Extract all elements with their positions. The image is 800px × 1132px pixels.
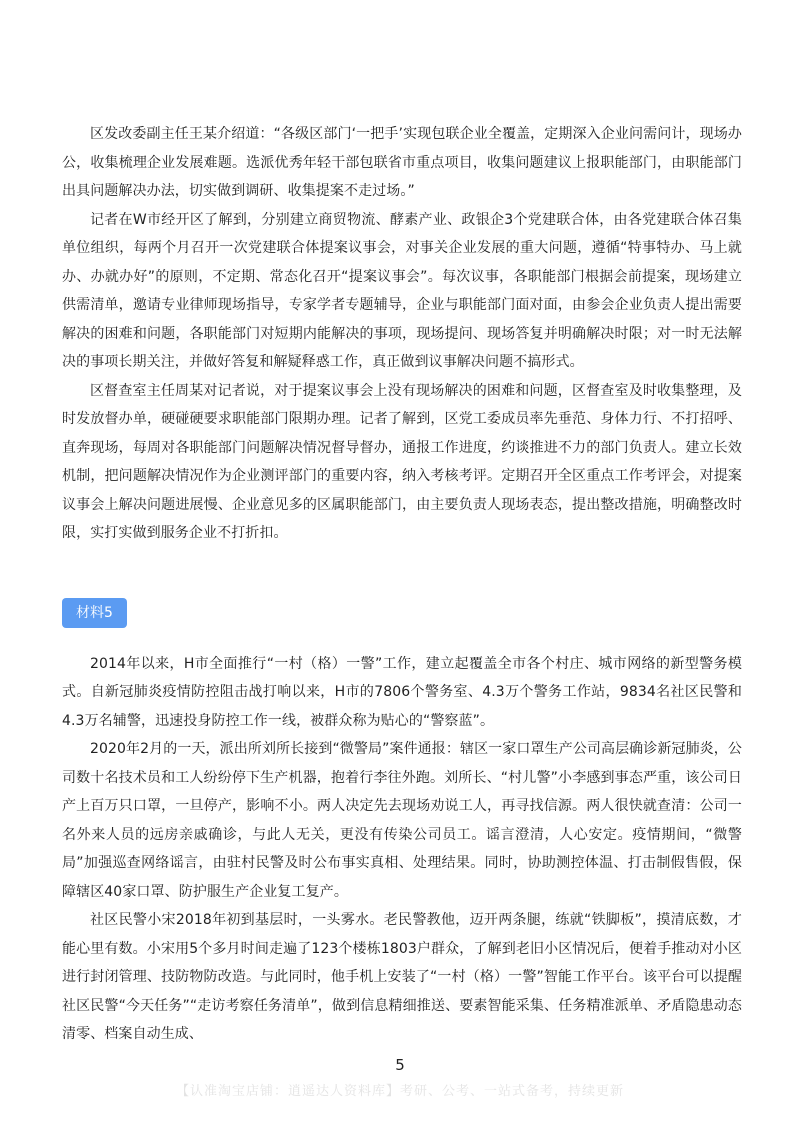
page-number: 5: [395, 1056, 405, 1074]
section-label-badge: 材料5: [62, 598, 127, 628]
paragraph: 区发改委副主任王某介绍道：“各级区部门‘一把手’实现包联企业全覆盖，定期深入企业问需问计，现场办公，收集梳理企业发展难题。选派优秀年轻干部包联省市重点项目，收集问题建议上报职能部门，由职能部门出具问题解决办法，切实做到调研、收集提案不走过场。”: [62, 126, 742, 199]
paragraph: 2014年以来，H市全面推行“一村（格）一警”工作，建立起覆盖全市各个村庄、城市网络的新型警务模式。自新冠肺炎疫情防控阻击战打响以来，H市的7806个警务室、4.3万个警务工作站，9834名社区民警和4.3万名辅警，迅速投身防控工作一线，被群众称为贴心的“警察蓝”。: [62, 655, 742, 729]
document-body: [62, 120, 742, 1049]
watermark-text: 【认准淘宝店铺：逍遥达人资料库】考研、公考、一站式备考，持续更新: [175, 1084, 624, 1099]
paragraph: 记者在W市经开区了解到，分别建立商贸物流、酵素产业、政银企3个党建联合体，由各党建联合体召集单位组织，每两个月召开一次党建联合体提案议事会，对事关企业发展的重大问题，遵循“特事特办、马上就办、办就办好”的原则，不定期、常态化召开“提案议事会”。每次议事，各职能部门根据会前提案，现场建立供需清单，邀请专业律师现场指导，专家学者专题辅导，企业与职能部门面对面，由参会企业负责人提出需要解决的困难和问题，各职能部门对短期内能解决的事项，现场提问、现场答复并明确解决时限；对一时无法解决的事项长期关注，并做好答复和解疑释惑工作，真正做到议事解决问题不搞形式。: [62, 211, 742, 370]
paragraph: 区督查室主任周某对记者说，对于提案议事会上没有现场解决的困难和问题，区督查室及时收集整理，及时发放督办单，硬碰硬要求职能部门限期办理。记者了解到，区党工委成员率先垂范、身体力行、不打招呼、直奔现场，每周对各职能部门问题解决情况督导督办，通报工作进度，约谈推进不力的部门负责人。建立长效机制，把问题解决情况作为企业测评部门的重要内容，纳入考核考评。定期召开全区重点工作考评会，对提案议事会上解决问题进展慢、企业意见多的区属职能部门，由主要负责人现场表态，提出整改措施，明确整改时限，实打实做到服务企业不打折扣。: [62, 382, 742, 541]
paragraph: 2020年2月的一天，派出所刘所长接到“微警局”案件通报：辖区一家口罩生产公司高层确诊新冠肺炎，公司数十名技术员和工人纷纷停下生产机器，抱着行李往外跑。刘所长、“村儿警”小李感到事态严重，该公司日产上百万只口罩，一旦停产，影响不小。两人决定先去现场劝说工人，再寻找信源。两人很快就查清：公司一名外来人员的远房亲戚确诊，与此人无关，更没有传染公司员工。谣言澄清，人心安定。疫情期间，“微警局”加强巡查网络谣言，由驻村民警及时公布事实真相、处理结果。同时，协助测控体温、打击制假售假，保障辖区40家口罩、防护服生产企业复工复产。: [62, 741, 742, 900]
paragraph: 社区民警小宋2018年初到基层时，一头雾水。老民警教他，迈开两条腿，练就“铁脚板”，摸清底数，才能心里有数。小宋用5个多月时间走遍了123个楼栋1803户群众，了解到老旧小区情况后，便着手推动对小区进行封闭管理、技防物防改造。与此同时，他手机上安装了“一村（格）一警”智能工作平台。该平台可以提醒社区民警“今天任务”“走访考察任务清单”，做到信息精细推送、要素智能采集、任务精准派单、矛盾隐患动态清零、档案自动生成、: [62, 912, 742, 1042]
